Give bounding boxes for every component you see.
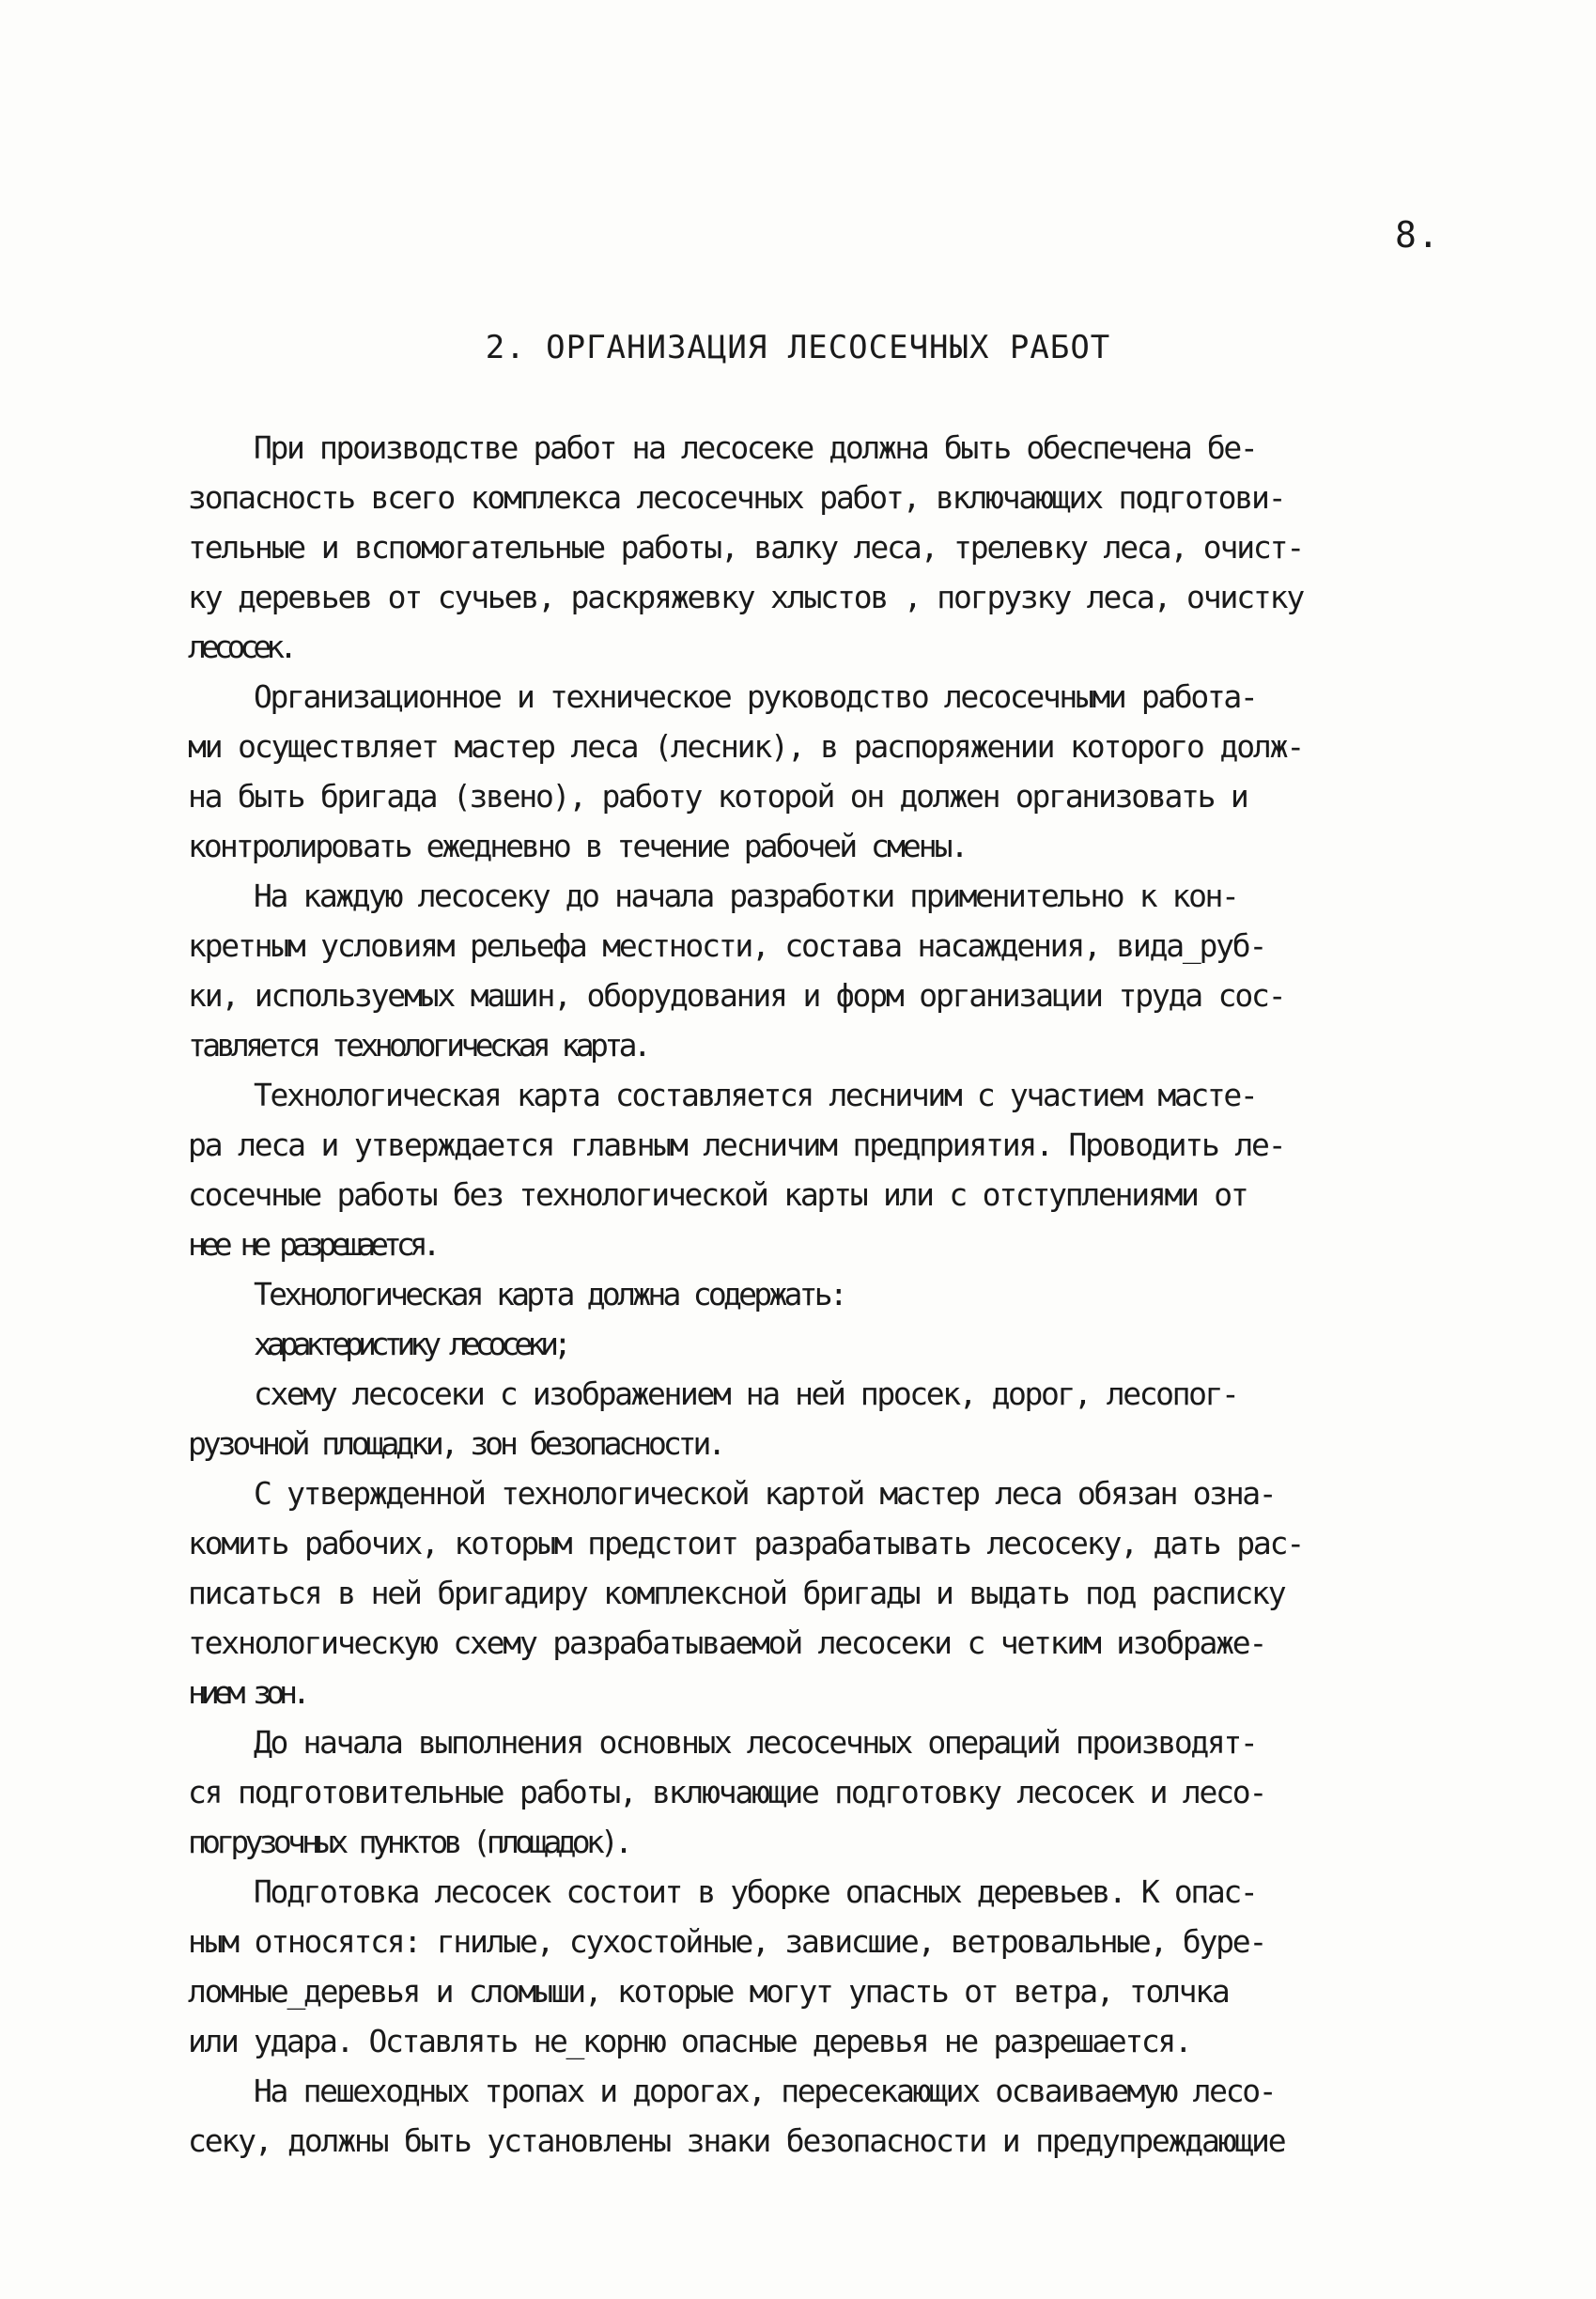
text-line: контролировать ежедневно в течение рабочей смены. (188, 828, 967, 864)
text-line: характеристику лесосеки; (254, 1326, 566, 1362)
text-line: кретным условиям рельефа местности, состава насаждения, вида_руб- (188, 927, 1266, 964)
text-line: ку деревьев от сучьев, раскряжевку хлыстов , погрузку леса, очистку (188, 579, 1304, 615)
text-line: С утвержденной технологической картой мастер леса обязан озна- (254, 1475, 1276, 1512)
text-line: секу, должны быть установлены знаки безопасности и предупреждающие (188, 2122, 1285, 2159)
text-line: ра леса и утверждается главным лесничим предприятия. Проводить ле- (188, 1126, 1285, 1163)
text-line: На каждую лесосеку до начала разработки применительно к кон- (254, 878, 1238, 914)
text-line: До начала выполнения основных лесосечных операций производят- (254, 1724, 1257, 1761)
text-line: Организационное и техническое руководство лесосечными работа- (254, 678, 1257, 715)
text-line: сосечные работы без технологической карты или с отступлениями от (188, 1176, 1247, 1213)
text-line: или удара. Оставлять не_корню опасные деревья не разрешается. (188, 2023, 1191, 2059)
text-line: нием зон. (188, 1674, 305, 1711)
text-line: технологическую схему разрабатываемой лесосеки с четким изображе- (188, 1624, 1266, 1661)
text-line: лесосек. (188, 629, 292, 665)
text-line: ным относятся: гнилые, сухостойные, зависшие, ветровальные, буре- (188, 1923, 1266, 1960)
text-line: рузочной площадки, зон безопасности. (188, 1425, 723, 1462)
text-line: На пешеходных тропах и дорогах, пересекающих осваиваемую лесо- (254, 2073, 1276, 2109)
text-line: нее не разрешается. (188, 1226, 436, 1263)
text-line: комить рабочих, которым предстоит разрабатывать лесосеку, дать рас- (188, 1525, 1304, 1561)
page-number: 8. (1395, 214, 1440, 256)
text-line: ми осуществляет мастер леса (лесник), в распоряжении которого долж- (188, 728, 1304, 765)
text-line: Технологическая карта составляется лесничим с участием масте- (254, 1077, 1257, 1113)
text-line: Подготовка лесосек состоит в уборке опасных деревьев. К опас- (254, 1873, 1257, 1910)
text-line: писаться в ней бригадиру комплексной бригады и выдать под расписку (188, 1575, 1285, 1611)
text-line: ломные_деревья и сломыши, которые могут упасть от ветра, толчка (188, 1973, 1229, 2010)
section-heading: 2. ОРГАНИЗАЦИЯ ЛЕСОСЕЧНЫХ РАБОТ (485, 329, 1111, 366)
body-text (188, 423, 1524, 2166)
text-line: При производстве работ на лесосеке должна быть обеспечена бе- (254, 429, 1257, 466)
text-line: на быть бригада (звено), работу которой он должен организовать и (188, 778, 1247, 815)
text-line: ся подготовительные работы, включающие подготовку лесосек и лесо- (188, 1774, 1266, 1810)
text-line: зопасность всего комплекса лесосечных работ, включающих подготови- (188, 479, 1285, 516)
text-line: схему лесосеки с изображением на ней просек, дорог, лесопог- (254, 1375, 1238, 1412)
text-line: тавляется технологическая карта. (188, 1027, 648, 1064)
text-line: тельные и вспомогательные работы, валку леса, трелевку леса, очист- (188, 529, 1304, 566)
text-line: Технологическая карта должна содержать: (254, 1276, 844, 1313)
text-line: погрузочных пунктов (площадок). (188, 1824, 629, 1860)
text-line: ки, используемых машин, оборудования и форм организации труда сос- (188, 977, 1285, 1014)
